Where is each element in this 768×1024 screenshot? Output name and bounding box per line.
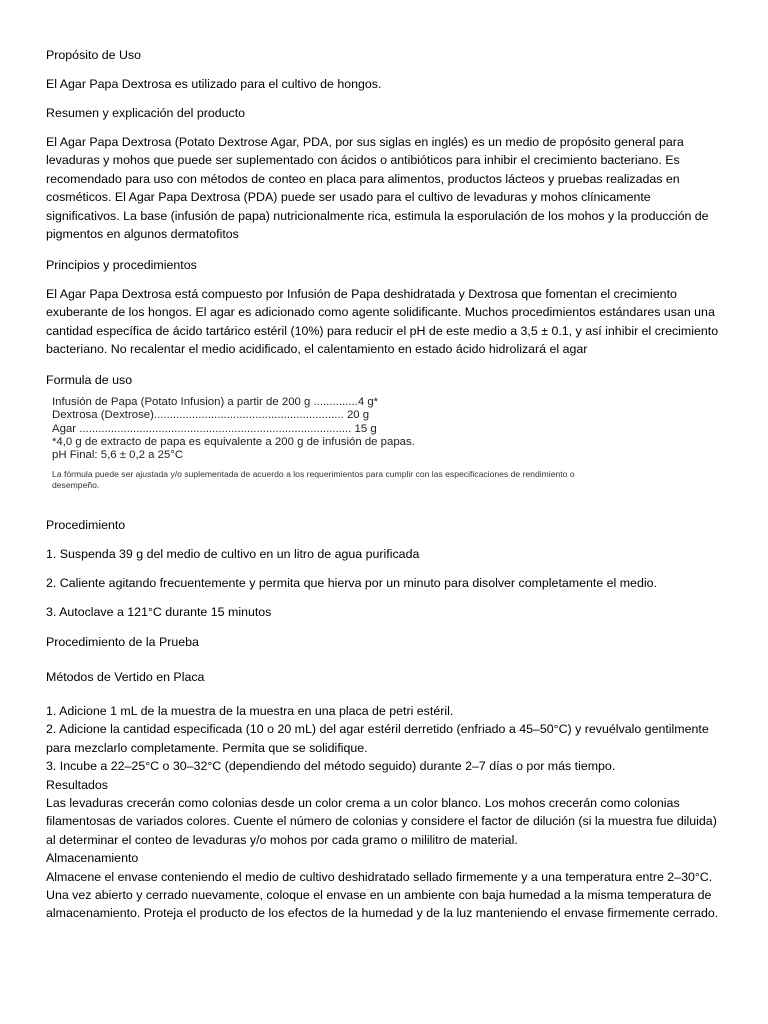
heading-proposito: Propósito de Uso — [46, 48, 142, 62]
procedimiento-step: 1. Suspenda 39 g del medio de cultivo en un litro de agua purificada — [46, 547, 420, 561]
heading-vertido: Métodos de Vertido en Placa — [46, 670, 205, 684]
heading-procedimiento: Procedimiento — [46, 518, 126, 532]
formula-table — [52, 396, 612, 491]
vertido-list — [46, 702, 726, 923]
heading-prueba: Procedimiento de la Prueba — [46, 635, 199, 649]
formula-line: Agar ...................................................................................... 15 g — [52, 422, 377, 435]
heading-almacenamiento: Almacenamiento — [46, 851, 139, 866]
paragraph-resumen: El Agar Papa Dextrosa (Potato Dextrose Agar, PDA, por sus siglas en inglés) es un medio de propósito general para levaduras y mohos que puede ser suplementado con ácidos o antibióticos para inhibir el crecimiento bacteriano. Es recomendado para uso con métodos de conteo en placa para alimentos, productos lácteos y pruebas realizadas en cosméticos. El Agar Papa Dextrosa (PDA) puede ser usado para el cultivo de levaduras y mohos clínicamente significativos. La base (infusión de papa) nutricionalmente rica, estimula la esporulación de los mohos y la producción de pigmentos en algunos dermatofitos — [46, 135, 709, 242]
formula-line: Dextrosa (Dextrose)............................................................ 20 g — [52, 409, 370, 422]
procedimiento-step: 3. Autoclave a 121°C durante 15 minutos — [46, 605, 272, 619]
vertido-step: 2. Adicione la cantidad especificada (10 o 20 mL) del agar estéril derretido (enfriado a 45–50°C) y revuélvalo gentilmente para mezclarlo completamente. Permita que se solidifique. — [46, 722, 709, 755]
procedimiento-step: 2. Caliente agitando frecuentemente y permita que hierva por un minuto para disolver completamente el medio. — [46, 576, 657, 590]
formula-line: Infusión de Papa (Potato Infusion) a partir de 200 g ..............4 g* — [52, 396, 379, 408]
vertido-step: 1. Adicione 1 mL de la muestra de la muestra en una placa de petri estéril. — [46, 704, 454, 718]
heading-principios: Principios y procedimientos — [46, 258, 197, 272]
paragraph-resultados: Las levaduras crecerán como colonias desde un color crema a un color blanco. Los mohos crecerán como colonias filamentosas de variados colores. Cuente el número de colonias y considere el factor de dilución (si la muestra fue diluida) al determinar el conteo de levaduras y/o mohos por cada gramo o mililitro de material. — [46, 796, 717, 847]
formula-line: *4,0 g de extracto de papa es equivalente a 200 g de infusión de papas. — [52, 435, 415, 448]
paragraph-almacenamiento: Almacene el envase conteniendo el medio de cultivo deshidratado sellado firmemente y a una temperatura entre 2–30°C. Una vez abierto y cerrado nuevamente, coloque el envase en un ambiente con baja humedad a la misma temperatura de almacenamiento. Proteja el producto de los efectos de la humedad y de la luz manteniendo el envase firmemente cerrado. — [46, 869, 719, 921]
paragraph-proposito: El Agar Papa Dextrosa es utilizado para el cultivo de hongos. — [46, 77, 382, 91]
heading-resultados: Resultados — [46, 777, 108, 792]
heading-formula: Formula de uso — [46, 373, 133, 387]
vertido-step: 3. Incube a 22–25°C o 30–32°C (dependiendo del método seguido) durante 2–7 días o por más tiempo. — [46, 759, 616, 774]
paragraph-principios: El Agar Papa Dextrosa está compuesto por Infusión de Papa deshidratada y Dextrosa que fomentan el crecimiento exuberante de los hongos. El agar es adicionado como agente solidificante. Muchos procedimientos estándares usan una cantidad específica de ácido tartárico estéril (10%) para reducir el pH de este medio a 3,5 ± 0.1, y así inhibir el crecimiento bacteriano. No recalentar el medio acidificado, el calentamiento en estado ácido hidrolizará el agar — [46, 287, 719, 357]
formula-note: La fórmula puede ser ajustada y/o suplementada de acuerdo a los requerimientos para cumplir con las especificaciones de rendimiento o desempeño. — [52, 469, 575, 491]
heading-resumen: Resumen y explicación del producto — [46, 106, 246, 120]
formula-line: pH Final: 5,6 ± 0,2 a 25°C — [52, 449, 184, 462]
